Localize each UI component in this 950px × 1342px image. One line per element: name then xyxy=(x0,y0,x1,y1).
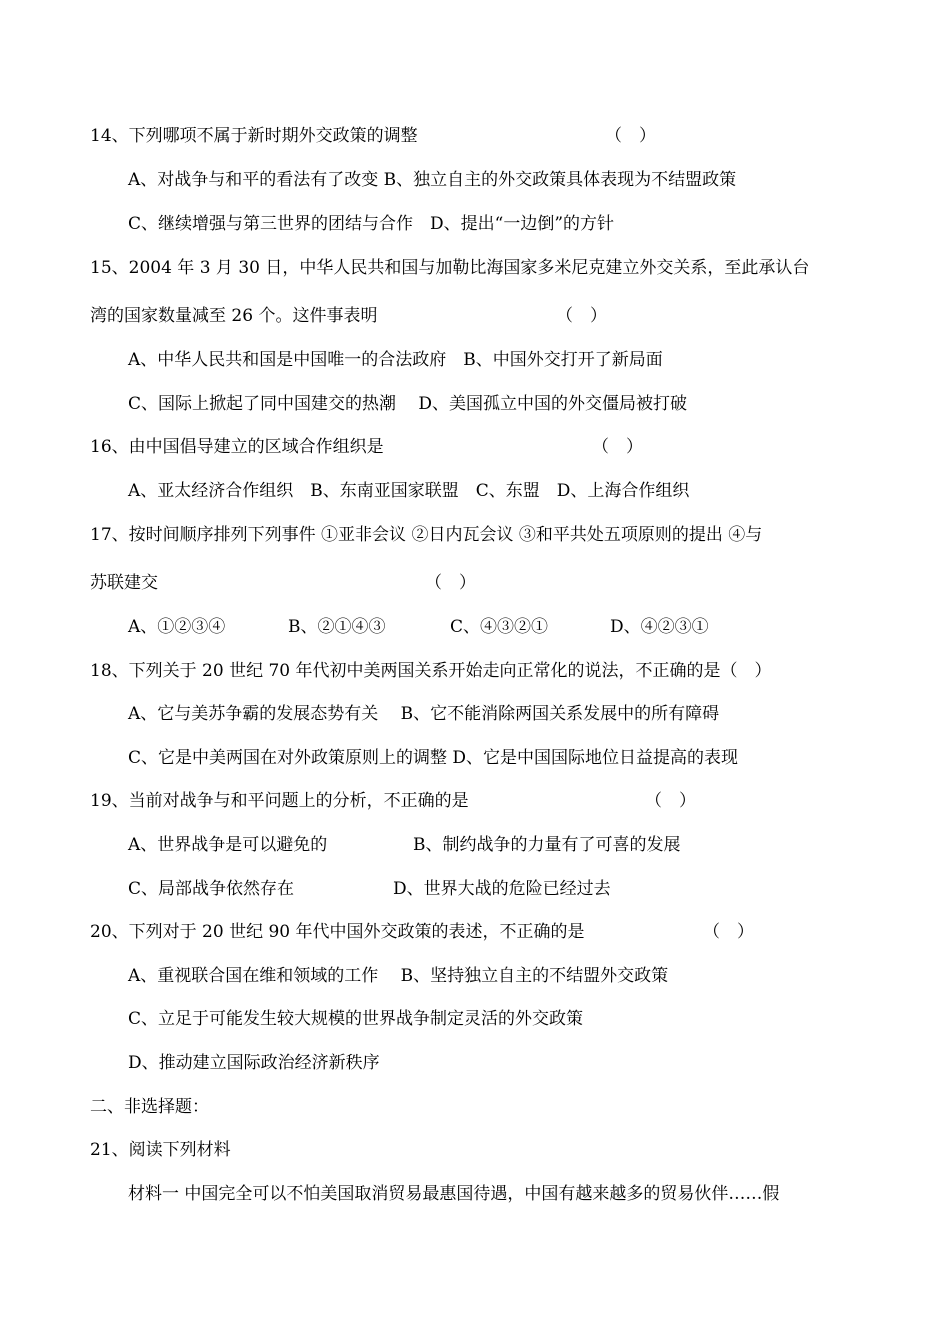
option-17-a: A、①②③④ xyxy=(128,617,226,637)
options-14-cd: C、继续增强与第三世界的团结与合作 D、提出“一边倒”的方针 xyxy=(128,214,615,234)
options-16: A、亚太经济合作组织 B、东南亚国家联盟 C、东盟 D、上海合作组织 xyxy=(128,481,690,501)
answer-bracket-20: （ ） xyxy=(703,922,754,942)
answer-bracket-15: （ ） xyxy=(556,306,607,326)
options-15-cd: C、国际上掀起了同中国建交的热潮 D、美国孤立中国的外交僵局被打破 xyxy=(128,394,688,414)
option-17-d: D、④②③① xyxy=(610,617,709,637)
answer-bracket-17: （ ） xyxy=(425,573,476,593)
options-18-ab: A、它与美苏争霸的发展态势有关 B、它不能消除两国关系发展中的所有障碍 xyxy=(128,704,720,724)
options-20-ab: A、重视联合国在维和领域的工作 B、坚持独立自主的不结盟外交政策 xyxy=(128,966,669,986)
options-15-ab: A、中华人民共和国是中国唯一的合法政府 B、中国外交打开了新局面 xyxy=(128,350,663,370)
answer-bracket-19: （ ） xyxy=(645,791,696,811)
option-19-d: D、世界大战的危险已经过去 xyxy=(393,879,611,899)
section-heading-nonchoice: 二、非选择题： xyxy=(90,1097,209,1117)
question-19: 19、当前对战争与和平问题上的分析，不正确的是 xyxy=(90,791,469,811)
question-14: 14、下列哪项不属于新时期外交政策的调整 xyxy=(90,126,418,146)
option-19-a: A、世界战争是可以避免的 xyxy=(128,835,328,855)
question-15-line1: 15、2004 年 3 月 30 日，中华人民共和国与加勒比海国家多米尼克建立外交关系，至此承认台 xyxy=(90,258,810,278)
material-1: 材料一 中国完全可以不怕美国取消贸易最惠国待遇，中国有越来越多的贸易伙伴……假 xyxy=(128,1184,780,1204)
option-20-c: C、立足于可能发生较大规模的世界战争制定灵活的外交政策 xyxy=(128,1009,584,1029)
options-14-ab: A、对战争与和平的看法有了改变 B、独立自主的外交政策具体表现为不结盟政策 xyxy=(128,170,737,190)
question-20: 20、下列对于 20 世纪 90 年代中国外交政策的表述，不正确的是 xyxy=(90,922,585,942)
question-21: 21、阅读下列材料 xyxy=(90,1140,231,1160)
answer-bracket-16: （ ） xyxy=(592,437,643,457)
question-15-line2: 湾的国家数量减至 26 个。这件事表明 xyxy=(90,306,378,326)
answer-bracket-14: （ ） xyxy=(605,126,656,146)
question-17-line2: 苏联建交 xyxy=(90,573,158,593)
question-17-line1: 17、按时间顺序排列下列事件 ①亚非会议 ②日内瓦会议 ③和平共处五项原则的提出 ④与 xyxy=(90,525,763,545)
option-20-d: D、推动建立国际政治经济新秩序 xyxy=(128,1053,380,1073)
option-17-c: C、④③②① xyxy=(450,617,549,637)
question-18: 18、下列关于 20 世纪 70 年代初中美两国关系开始走向正常化的说法，不正确的是（ ） xyxy=(90,661,772,681)
option-19-b: B、制约战争的力量有了可喜的发展 xyxy=(413,835,681,855)
question-16: 16、由中国倡导建立的区域合作组织是 xyxy=(90,437,384,457)
options-18-cd: C、它是中美两国在对外政策原则上的调整 D、它是中国国际地位日益提高的表现 xyxy=(128,748,739,768)
option-17-b: B、②①④③ xyxy=(288,617,386,637)
option-19-c: C、局部战争依然存在 xyxy=(128,879,295,899)
